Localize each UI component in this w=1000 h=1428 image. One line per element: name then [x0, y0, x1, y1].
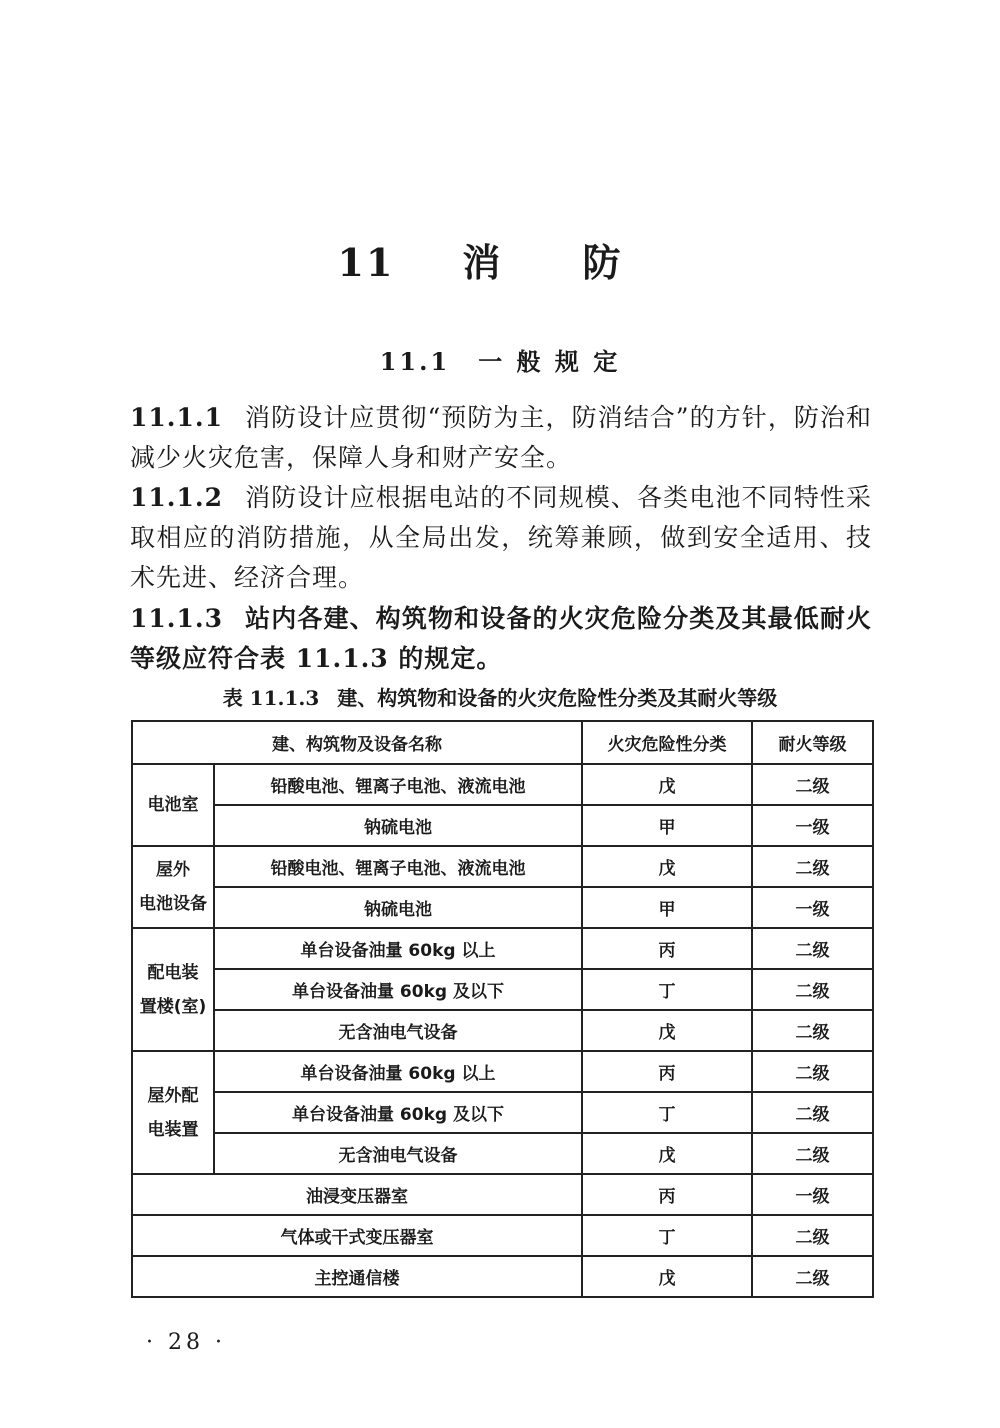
table-row	[132, 764, 873, 805]
grade-cell: 二级	[752, 1051, 873, 1092]
grade-cell: 一级	[752, 887, 873, 928]
grade-cell: 二级	[752, 969, 873, 1010]
table-caption	[0, 682, 1000, 711]
table-row	[132, 1174, 873, 1215]
name-cell: 单台设备油量 60kg 以上	[214, 1051, 582, 1092]
grade-cell: 二级	[752, 1256, 873, 1297]
name-cell: 单台设备油量 60kg 及以下	[214, 1092, 582, 1133]
header-risk: 火灾危险性分类	[582, 721, 752, 764]
table-row	[132, 805, 873, 846]
table-row	[132, 1092, 873, 1133]
name-cell: 铅酸电池、锂离子电池、液流电池	[214, 846, 582, 887]
category-line: 屋外	[156, 860, 190, 880]
category-cell	[132, 846, 214, 928]
risk-cell: 丙	[582, 1174, 752, 1215]
clause-11-1-2	[130, 478, 872, 598]
grade-cell: 一级	[752, 1174, 873, 1215]
grade-cell: 二级	[752, 764, 873, 805]
name-cell: 主控通信楼	[132, 1256, 582, 1297]
category-line: 屋外配	[147, 1085, 199, 1106]
clause-text: 站内各建、构筑物和设备的火灾危险分类及其最低耐火等级应符合表 11.1.3 的规定。	[130, 604, 872, 673]
clause-11-1-1	[130, 398, 872, 478]
grade-cell: 一级	[752, 805, 873, 846]
risk-cell: 丁	[582, 1215, 752, 1256]
name-cell: 单台设备油量 60kg 以上	[214, 928, 582, 969]
header-name: 建、构筑物及设备名称	[132, 721, 582, 764]
category-cell	[132, 1051, 214, 1174]
name-cell: 铅酸电池、锂离子电池、液流电池	[214, 764, 582, 805]
risk-cell: 丙	[582, 1051, 752, 1092]
risk-cell: 戊	[582, 764, 752, 805]
grade-cell: 二级	[752, 846, 873, 887]
table-header-row	[132, 721, 873, 764]
name-cell: 单台设备油量 60kg 及以下	[214, 969, 582, 1010]
section-number: 11.1	[379, 347, 451, 376]
risk-cell: 丁	[582, 1092, 752, 1133]
clause-number: 11.1.3	[130, 604, 223, 633]
page-number: · 28 ·	[146, 1330, 226, 1355]
category-cell	[132, 764, 214, 846]
grade-cell: 二级	[752, 1133, 873, 1174]
risk-cell: 戊	[582, 846, 752, 887]
grade-cell: 二级	[752, 1092, 873, 1133]
table-row	[132, 1051, 873, 1092]
chapter-title-char: 消	[462, 240, 503, 285]
category-line: 置楼(室)	[139, 996, 207, 1017]
section-title-text: 一 般 规 定	[478, 347, 621, 376]
chapter-number: 11	[337, 240, 395, 285]
table-row	[132, 846, 873, 887]
risk-cell: 丁	[582, 969, 752, 1010]
risk-cell: 戊	[582, 1256, 752, 1297]
section-title	[0, 342, 1000, 377]
risk-cell: 甲	[582, 887, 752, 928]
name-cell: 无含油电气设备	[214, 1010, 582, 1051]
table-row	[132, 928, 873, 969]
chapter-title-char: 防	[582, 240, 623, 285]
risk-cell: 戊	[582, 1010, 752, 1051]
name-cell: 钠硫电池	[214, 887, 582, 928]
clause-number: 11.1.1	[130, 403, 223, 432]
grade-cell: 二级	[752, 1010, 873, 1051]
table-row	[132, 1256, 873, 1297]
category-line: 电装置	[147, 1119, 199, 1140]
name-cell: 钠硫电池	[214, 805, 582, 846]
table-row	[132, 887, 873, 928]
category-line: 电池设备	[139, 894, 207, 914]
name-cell: 无含油电气设备	[214, 1133, 582, 1174]
table-row	[132, 1010, 873, 1051]
grade-cell: 二级	[752, 928, 873, 969]
clause-text: 消防设计应根据电站的不同规模、各类电池不同特性采取相应的消防措施，从全局出发，统筹兼顾，做到安全适用、技术先进、经济合理。	[130, 483, 872, 592]
header-grade: 耐火等级	[752, 721, 873, 764]
clause-11-1-3	[130, 599, 872, 679]
name-cell: 油浸变压器室	[132, 1174, 582, 1215]
category-line: 配电装	[147, 962, 199, 983]
clause-number: 11.1.2	[130, 483, 223, 512]
name-cell: 气体或干式变压器室	[132, 1215, 582, 1256]
category-cell	[132, 928, 214, 1051]
table-row	[132, 1133, 873, 1174]
table-caption-text: 建、构筑物和设备的火灾危险性分类及其耐火等级	[337, 686, 778, 710]
risk-cell: 戊	[582, 1133, 752, 1174]
category-line: 电池室	[147, 795, 199, 815]
table-row	[132, 1215, 873, 1256]
clause-text: 消防设计应贯彻“预防为主，防消结合”的方针，防治和减少火灾危害，保障人身和财产安全。	[130, 403, 872, 472]
chapter-title	[0, 232, 1000, 287]
risk-cell: 丙	[582, 928, 752, 969]
fire-classification-table	[131, 720, 874, 1298]
table-row	[132, 969, 873, 1010]
risk-cell: 甲	[582, 805, 752, 846]
grade-cell: 二级	[752, 1215, 873, 1256]
table-caption-number: 表 11.1.3	[222, 686, 320, 710]
